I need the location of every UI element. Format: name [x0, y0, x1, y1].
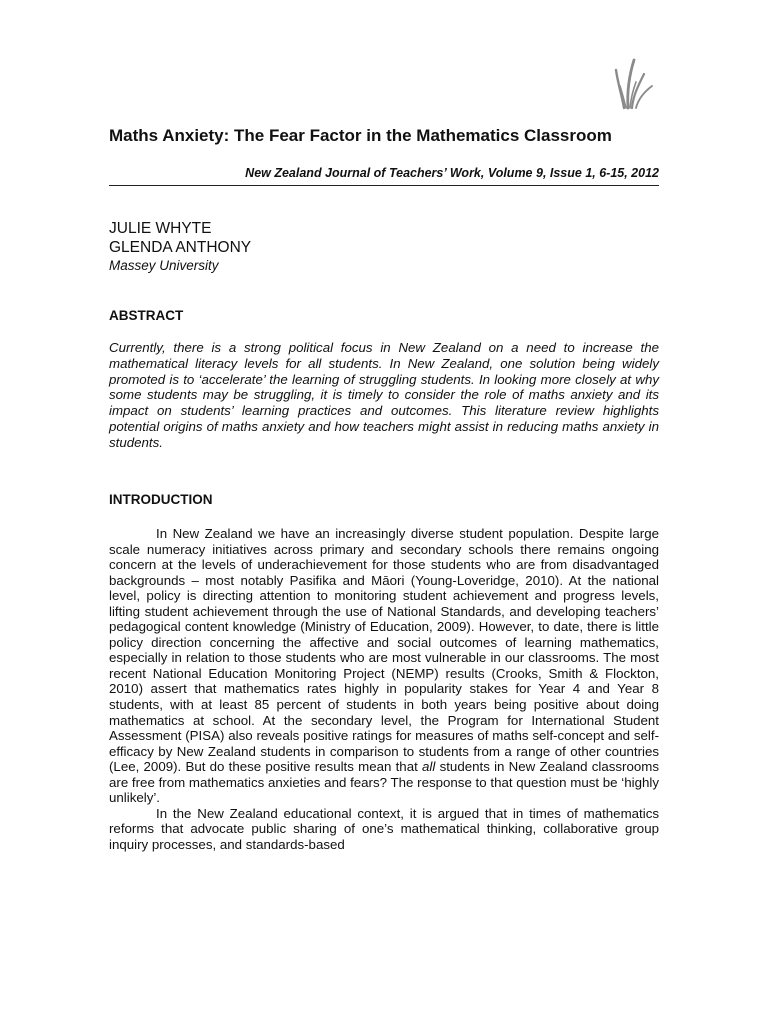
body-paragraph: In the New Zealand educational context, it is argued that in times of mathematics reforms that advocate public sharing of one’s mathematical thinking, collaborative group inquiry processes, and standards-based: [109, 805, 659, 852]
author-affiliation: Massey University: [109, 258, 219, 273]
author-name: JULIE WHYTE: [109, 220, 212, 237]
header-divider: [109, 185, 659, 186]
introduction-heading: INTRODUCTION: [109, 492, 213, 507]
journal-citation: New Zealand Journal of Teachers’ Work, Volume 9, Issue 1, 6-15, 2012: [245, 166, 659, 180]
paragraph-text: In New Zealand we have an increasingly diverse student population. Despite large scale numeracy initiatives across primary and secondary schools there remains ongoing concern at the levels of underachievement for those students who are from disadvantaged backgrounds – most notably Pasifika and Māori (Young-Loveridge, 2010). At the national level, policy is directing attention to monitoring student achievement and progress levels, lifting student achievement through the use of National Standards, and developing teachers’ pedagogical content knowledge (Ministry of Education, 2009). However, to date, there is little policy direction concerning the affective and social outcomes of learning mathematics, especially in relation to those students who are most vulnerable in our classrooms. The most recent National Education Monitoring Project (NEMP) results (Crooks, Smith & Flockton, 2010) assert that mathematics rates highly in popularity stakes for Year 4 and Year 8 students, with at least 85 percent of students in both years being positive about doing mathematics at school. At the secondary level, the Program for International Student Assessment (PISA) also reveals positive ratings for measures of maths self-concept and self-efficacy by New Zealand students in comparison to students from a range of other countries (Lee, 2009). But do these positive results mean that: [109, 526, 659, 775]
abstract-text: Currently, there is a strong political focus in New Zealand on a need to increase the mathematical literacy levels for all students. In New Zealand, one solution being widely promoted is to ‘accelerate’ the learning of struggling students. In looking more closely at why some students may be struggling, it is timely to consider the role of maths anxiety and its impact on students’ learning practices and outcomes. This literature review highlights potential origins of maths anxiety and how teachers might assist in reducing maths anxiety in students.: [109, 340, 659, 450]
paragraph-text: students in New Zealand classrooms are free from mathematics anxieties and fears? The response to that question must be ‘highly unlikely’.: [109, 759, 659, 806]
grass-tuft-icon: [614, 56, 658, 110]
abstract-heading: ABSTRACT: [109, 308, 184, 323]
author-list: [109, 219, 251, 257]
introduction-body: [109, 526, 659, 852]
author-name: GLENDA ANTHONY: [109, 239, 252, 256]
body-paragraph: [109, 526, 659, 806]
paper-title: Maths Anxiety: The Fear Factor in the Mathematics Classroom: [109, 126, 612, 145]
emphasized-word: all: [422, 759, 436, 775]
